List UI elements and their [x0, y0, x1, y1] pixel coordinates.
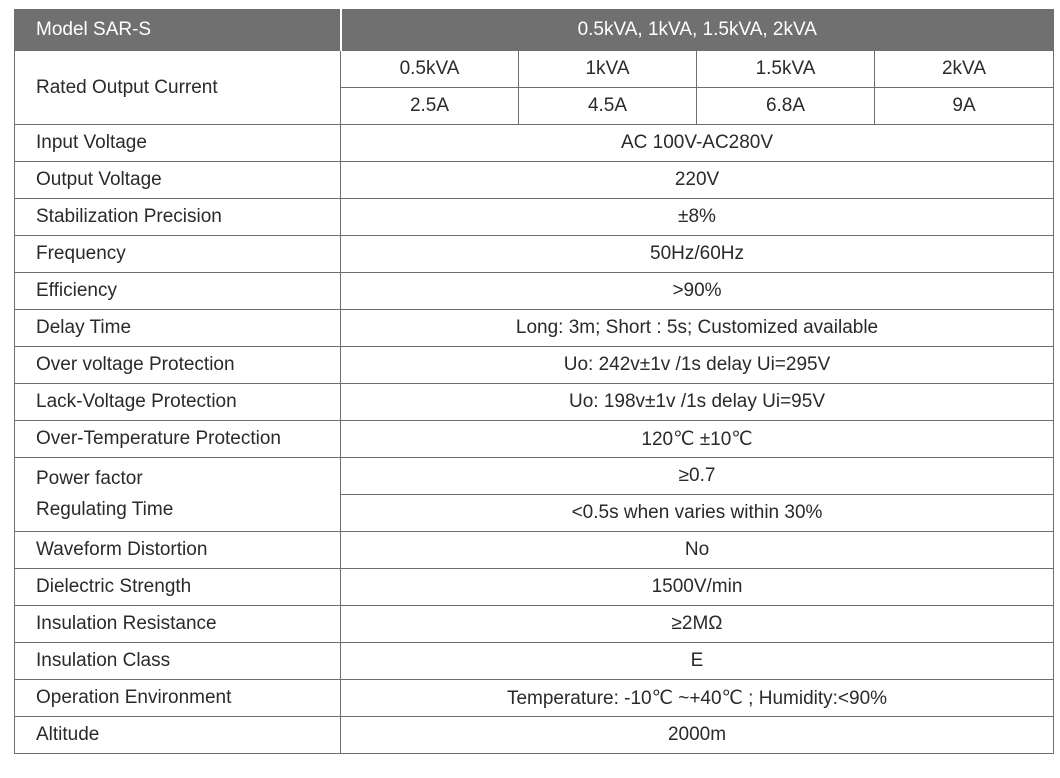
current-cell: 2.5A	[341, 88, 519, 125]
capacity-cell: 2kVA	[875, 51, 1054, 88]
spec-row	[15, 162, 1054, 199]
spec-label: Over voltage Protection	[15, 347, 341, 384]
spec-value: 220V	[341, 162, 1054, 199]
spec-value: 2000m	[341, 717, 1054, 754]
spec-row	[15, 199, 1054, 236]
spec-row	[15, 236, 1054, 273]
spec-label: Altitude	[15, 717, 341, 754]
current-cell: 6.8A	[697, 88, 875, 125]
spec-label: Delay Time	[15, 310, 341, 347]
spec-row	[15, 532, 1054, 569]
rated-current-capacity-row	[15, 51, 1054, 88]
current-cell: 9A	[875, 88, 1054, 125]
ranges-header: 0.5kVA, 1kVA, 1.5kVA, 2kVA	[341, 10, 1054, 51]
spec-value: E	[341, 643, 1054, 680]
spec-row	[15, 643, 1054, 680]
spec-row	[15, 125, 1054, 162]
power-factor-value: ≥0.7	[341, 458, 1054, 495]
spec-value: 50Hz/60Hz	[341, 236, 1054, 273]
spec-label: Waveform Distortion	[15, 532, 341, 569]
header-row	[15, 10, 1054, 51]
spec-row	[15, 273, 1054, 310]
spec-label: Dielectric Strength	[15, 569, 341, 606]
spec-row	[15, 347, 1054, 384]
spec-label: Frequency	[15, 236, 341, 273]
spec-row	[15, 569, 1054, 606]
spec-row	[15, 680, 1054, 717]
spec-value: Uo: 242v±1v /1s delay Ui=295V	[341, 347, 1054, 384]
spec-label: Efficiency	[15, 273, 341, 310]
capacity-cell: 0.5kVA	[341, 51, 519, 88]
spec-label: Insulation Resistance	[15, 606, 341, 643]
power-factor-row	[15, 458, 1054, 495]
spec-row	[15, 384, 1054, 421]
spec-value: >90%	[341, 273, 1054, 310]
spec-label: Input Voltage	[15, 125, 341, 162]
spec-value: No	[341, 532, 1054, 569]
power-factor-regulating-label	[15, 458, 341, 532]
spec-value: AC 100V-AC280V	[341, 125, 1054, 162]
spec-value: 120℃ ±10℃	[341, 421, 1054, 458]
capacity-cell: 1kVA	[519, 51, 697, 88]
capacity-cell: 1.5kVA	[697, 51, 875, 88]
spec-label: Output Voltage	[15, 162, 341, 199]
spec-row	[15, 310, 1054, 347]
rated-output-current-label: Rated Output Current	[15, 51, 341, 125]
spec-value: ≥2MΩ	[341, 606, 1054, 643]
spec-table	[14, 9, 1054, 754]
spec-value: 1500V/min	[341, 569, 1054, 606]
spec-label: Stabilization Precision	[15, 199, 341, 236]
spec-row	[15, 606, 1054, 643]
power-factor-label: Power factor	[36, 468, 143, 489]
spec-value: Temperature: -10℃ ~+40℃ ; Humidity:<90%	[341, 680, 1054, 717]
model-header: Model SAR-S	[15, 10, 341, 51]
spec-row	[15, 717, 1054, 754]
spec-label: Insulation Class	[15, 643, 341, 680]
spec-label: Lack-Voltage Protection	[15, 384, 341, 421]
spec-row	[15, 421, 1054, 458]
spec-label: Operation Environment	[15, 680, 341, 717]
spec-value: ±8%	[341, 199, 1054, 236]
spec-value: Uo: 198v±1v /1s delay Ui=95V	[341, 384, 1054, 421]
regulating-time-value: <0.5s when varies within 30%	[341, 495, 1054, 532]
regulating-time-label: Regulating Time	[36, 499, 174, 520]
current-cell: 4.5A	[519, 88, 697, 125]
spec-label: Over-Temperature Protection	[15, 421, 341, 458]
spec-value: Long: 3m; Short : 5s; Customized available	[341, 310, 1054, 347]
